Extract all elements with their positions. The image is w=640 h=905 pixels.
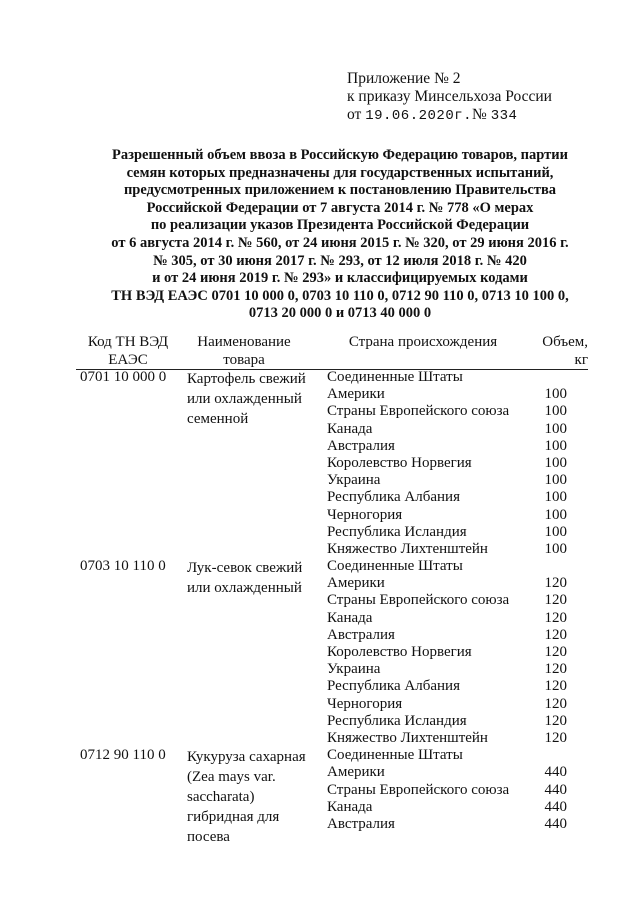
title-line: № 305, от 30 июня 2017 г. № 293, от 12 июля 2018 г. № 420: [153, 252, 527, 269]
appendix-number: Приложение № 2: [347, 70, 461, 87]
header-country: Страна происхождения: [348, 334, 498, 350]
country-name: [327, 713, 467, 730]
country-name-line: Австралия: [327, 437, 395, 454]
country-row: [0, 747, 640, 781]
country-name: [327, 524, 467, 541]
country-row: [0, 696, 640, 713]
volume-value: 100: [544, 403, 567, 420]
country-name-line: Черногория: [327, 506, 403, 523]
volume-value: 120: [544, 729, 567, 746]
country-name: [327, 696, 402, 713]
country-name: [327, 730, 488, 747]
country-row: [0, 799, 640, 816]
volume-value: 100: [544, 437, 567, 454]
volume-value: 100: [544, 386, 567, 403]
order-date: 19.06.2020г.: [365, 108, 473, 124]
volume-value: 120: [544, 626, 567, 643]
country-row: [0, 541, 640, 558]
country-name-line: Княжество Лихтенштейн: [327, 540, 488, 557]
product-group: [0, 747, 640, 846]
country-name: [327, 782, 509, 799]
country-name-line: Соединенные Штаты: [327, 369, 463, 385]
number-prefix: №: [472, 106, 487, 123]
country-name: [327, 421, 372, 438]
volume-value: 120: [544, 695, 567, 712]
product-name-line: или охлажденный: [187, 391, 302, 407]
country-row: [0, 610, 640, 627]
title-line: ТН ВЭД ЕАЭС 0701 10 000 0, 0703 10 110 0, 0712 90 110 0, 0713 10 100 0,: [111, 287, 569, 304]
country-name-line: Республика Албания: [327, 489, 460, 506]
country-name: [327, 369, 463, 403]
country-name-line: Украина: [327, 472, 381, 489]
country-name-line: Королевство Норвегия: [327, 454, 472, 471]
title-line: и от 24 июня 2019 г. № 293» и классифицируемых кодами: [152, 270, 528, 287]
country-name-line: Страны Европейского союза: [327, 781, 510, 798]
country-name: [327, 472, 380, 489]
product-code: 0703 10 110 0: [80, 558, 166, 575]
country-name: [327, 592, 509, 609]
country-row: [0, 472, 640, 489]
appendix-date-line: [347, 106, 552, 125]
product-name-line: Кукуруза сахарная: [187, 749, 306, 766]
product-group: [0, 369, 640, 558]
country-name-line: Америки: [327, 575, 385, 592]
country-name: [327, 644, 472, 661]
product-name-line: гибридная для: [187, 809, 280, 826]
country-name-line: Республика Исландия: [327, 712, 467, 729]
country-name-line: Америки: [327, 386, 385, 403]
volume-value: 120: [544, 575, 567, 592]
product-name-line: (Zea mays var.: [187, 769, 276, 786]
country-row: [0, 489, 640, 506]
volume-value: 120: [544, 592, 567, 609]
volume-value: 100: [544, 540, 567, 557]
volume-value: 100: [544, 454, 567, 471]
country-name: [327, 661, 380, 678]
volume-value: 120: [544, 661, 567, 678]
country-name-line: Страны Европейского союза: [327, 403, 510, 420]
volume-value: 120: [544, 609, 567, 626]
volume-value: 100: [544, 420, 567, 437]
country-name: [327, 403, 509, 420]
appendix-order-ref: к приказу Минсельхоза России: [347, 88, 552, 105]
volume-value: 120: [544, 644, 567, 661]
volume-value: 100: [544, 506, 567, 523]
volume-value: 120: [544, 712, 567, 729]
volume-value: 100: [544, 489, 567, 506]
volume-value: 440: [544, 798, 567, 815]
order-number: 334: [490, 108, 518, 124]
country-name-line: Королевство Норвегия: [327, 644, 472, 661]
country-name: [327, 541, 488, 558]
country-name-line: Соединенные Штаты: [327, 558, 463, 575]
country-row: [0, 730, 640, 747]
country-row: [0, 524, 640, 541]
product-name-line: Лук-севок свежий: [187, 560, 303, 577]
country-name-line: Канада: [327, 420, 373, 437]
country-name: [327, 558, 463, 592]
country-name-line: Соединенные Штаты: [327, 747, 463, 764]
volume-value: 440: [544, 764, 567, 781]
title-line: Разрешенный объем ввоза в Российскую Федерацию товаров, партии: [112, 147, 568, 163]
country-row: [0, 782, 640, 799]
country-row: [0, 403, 640, 420]
country-row: [0, 816, 640, 833]
country-name-line: Австралия: [327, 626, 395, 643]
product-name-line: или охлажденный: [187, 580, 302, 597]
product-code: 0712 90 110 0: [80, 747, 166, 764]
country-name: [327, 438, 395, 455]
country-name: [327, 455, 472, 472]
country-name-line: Америки: [327, 764, 385, 781]
volume-value: 100: [544, 472, 567, 489]
product-group: [0, 558, 640, 747]
country-row: [0, 438, 640, 455]
header-volume: Объем, кг: [542, 334, 588, 368]
country-name: [327, 678, 460, 695]
country-row: [0, 558, 640, 592]
country-row: [0, 678, 640, 695]
volume-value: 440: [544, 815, 567, 832]
product-name-line: Картофель свежий: [187, 371, 306, 387]
title-line: семян которых предназначены для государственных испытаний,: [126, 164, 554, 181]
country-row: [0, 713, 640, 730]
title-line: 0713 20 000 0 и 0713 40 000 0: [248, 305, 432, 322]
country-name: [327, 747, 463, 781]
title-line: предусмотренных приложением к постановлению Правительства: [123, 182, 557, 199]
product-name-line: saccharata): [187, 789, 255, 806]
country-name: [327, 627, 395, 644]
country-row: [0, 627, 640, 644]
country-name-line: Княжество Лихтенштейн: [327, 729, 488, 746]
country-name-line: Страны Европейского союза: [327, 592, 510, 609]
volume-value: 120: [544, 678, 567, 695]
document-title: [60, 147, 620, 323]
country-row: [0, 507, 640, 524]
country-row: [0, 369, 640, 403]
country-row: [0, 592, 640, 609]
country-name-line: Республика Албания: [327, 678, 460, 695]
country-row: [0, 644, 640, 661]
country-name: [327, 799, 372, 816]
title-line: по реализации указов Президента Российской Федерации: [150, 217, 530, 234]
header-code: Код ТН ВЭД ЕАЭС: [87, 334, 169, 368]
title-line: Российской Федерации от 7 августа 2014 г. № 778 «О мерах: [146, 199, 534, 216]
country-name: [327, 489, 460, 506]
country-name-line: Республика Исландия: [327, 523, 467, 540]
country-row: [0, 455, 640, 472]
country-row: [0, 661, 640, 678]
date-prefix: от: [347, 106, 362, 123]
country-name-line: Канада: [327, 609, 373, 626]
country-name-line: Черногория: [327, 695, 403, 712]
quota-table: [0, 369, 640, 846]
volume-value: 100: [544, 523, 567, 540]
country-name: [327, 610, 372, 627]
volume-value: 440: [544, 781, 567, 798]
appendix-header: [347, 70, 552, 125]
title-line: от 6 августа 2014 г. № 560, от 24 июня 2015 г. № 320, от 29 июня 2016 г.: [111, 234, 569, 251]
country-name-line: Австралия: [327, 815, 395, 832]
country-name: [327, 507, 402, 524]
country-name-line: Канада: [327, 798, 373, 815]
header-name: Наименование товара: [197, 334, 291, 368]
product-name-line: посева: [187, 829, 230, 846]
product-name-line: семенной: [187, 411, 249, 427]
country-row: [0, 421, 640, 438]
country-name: [327, 816, 395, 833]
product-code: 0701 10 000 0: [80, 369, 167, 385]
country-name-line: Украина: [327, 661, 381, 678]
